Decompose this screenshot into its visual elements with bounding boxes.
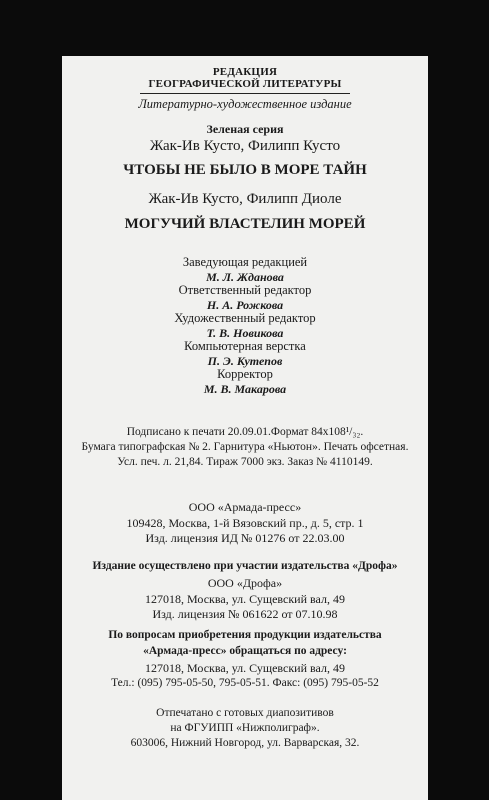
printer-line1: Отпечатано с готовых диапозитивов <box>156 707 334 719</box>
series-name: Зеленая серия <box>206 122 284 136</box>
printer-line2: на ФГУИПП «Нижполиграф». <box>170 722 320 734</box>
book2-title: МОГУЧИЙ ВЛАСТЕЛИН МОРЕЙ <box>124 216 366 232</box>
credit-name: Т. В. Новикова <box>206 326 284 340</box>
credit-role: Ответственный редактор <box>178 283 312 297</box>
book1-title: ЧТОБЫ НЕ БЫЛО В МОРЕ ТАЙН <box>123 162 367 178</box>
credit-role: Компьютерная верстка <box>184 339 306 353</box>
orders-address: 127018, Москва, ул. Сущевский вал, 49 <box>145 661 345 675</box>
credit-name: М. Л. Жданова <box>206 270 284 284</box>
print-info-line1: Подписано к печати 20.09.01.Формат 84х108¹/₃₂. <box>126 426 364 438</box>
publisher1-license: Изд. лицензия ИД № 01276 от 22.03.00 <box>145 531 345 545</box>
book1-authors: Жак-Ив Кусто, Филипп Кусто <box>149 138 341 154</box>
credit-role: Заведующая редакцией <box>182 255 308 269</box>
imprint-page <box>62 56 428 800</box>
printer-line3: 603006, Нижний Новгород, ул. Варварская, 32. <box>130 737 360 749</box>
edition-type: Литературно-художественное издание <box>138 97 352 111</box>
print-info-line2: Бумага типографская № 2. Гарнитура «Ньютон». Печать офсетная. <box>81 441 409 453</box>
publisher-header-line1: РЕДАКЦИЯ <box>212 66 278 78</box>
orders-phones: Тел.: (095) 795-05-50, 795-05-51. Факс: (095) 795-05-52 <box>111 677 379 689</box>
credit-role: Корректор <box>217 367 273 381</box>
book2-authors: Жак-Ив Кусто, Филипп Диоле <box>148 191 342 207</box>
publisher1-address: 109428, Москва, 1-й Вязовский пр., д. 5, стр. 1 <box>126 516 364 530</box>
publisher2-intro: Издание осуществлено при участии издательства «Дрофа» <box>92 560 398 572</box>
credit-name: П. Э. Кутепов <box>207 354 283 368</box>
credit-name: Н. А. Рожкова <box>206 298 284 312</box>
publisher2-address: 127018, Москва, ул. Сущевский вал, 49 <box>145 592 345 606</box>
print-info-line3: Усл. печ. л. 21,84. Тираж 7000 экз. Заказ № 4110149. <box>117 456 373 468</box>
orders-line2: «Армада-пресс» обращаться по адресу: <box>143 645 347 657</box>
publisher2-name: ООО «Дрофа» <box>207 576 283 590</box>
publisher2-license: Изд. лицензия № 061622 от 07.10.98 <box>152 607 338 621</box>
orders-line1: По вопросам приобретения продукции издательства <box>108 629 382 641</box>
publisher1-name: ООО «Армада-пресс» <box>188 500 302 514</box>
credit-name: М. В. Макарова <box>203 382 287 396</box>
publisher-header-line2: ГЕОГРАФИЧЕСКОЙ ЛИТЕРАТУРЫ <box>148 78 342 90</box>
header-rule <box>140 93 350 94</box>
credit-role: Художественный редактор <box>174 311 316 325</box>
